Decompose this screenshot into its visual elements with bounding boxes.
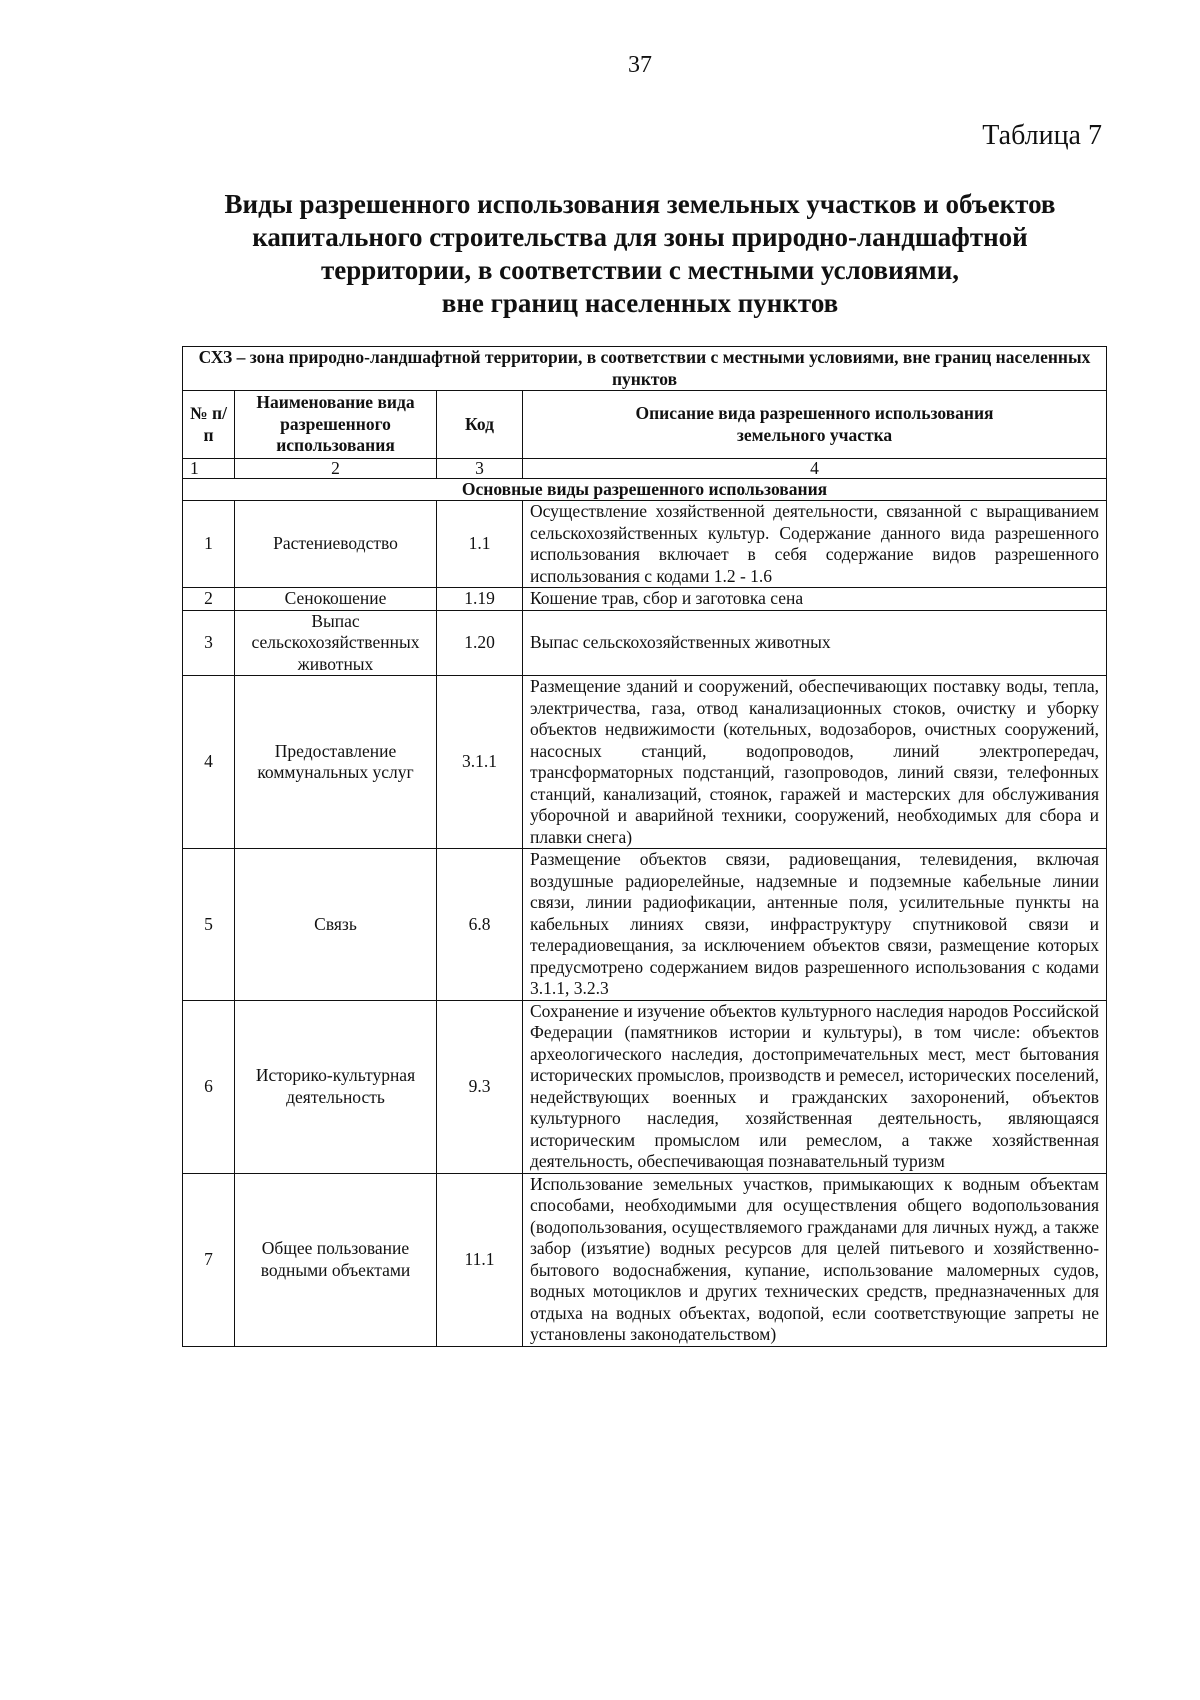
row-code: 1.20 [437,610,523,676]
row-name: Растениеводство [235,501,437,588]
row-code: 9.3 [437,1000,523,1173]
document-title [150,188,1130,320]
land-use-table [182,346,1107,1347]
row-code: 6.8 [437,849,523,1001]
column-number: 2 [235,459,437,479]
title-line: вне границ населенных пунктов [441,288,839,318]
section-title: Основные виды разрешенного использования [183,479,1107,501]
section-row [183,479,1107,501]
title-line: территории, в соответствии с местными условиями, [320,255,960,285]
zone-header: СХЗ – зона природно-ландшафтной территории, в соответствии с местными условиями, вне границ населенных пунктов [183,347,1107,391]
column-number-row [183,459,1107,479]
row-num: 5 [183,849,235,1001]
row-num: 2 [183,588,235,611]
table-row [183,610,1107,676]
row-code: 1.19 [437,588,523,611]
row-description: Осуществление хозяйственной деятельности, связанной с выращиванием сельскохозяйственных культур. Содержание данного вида разрешенного использования включает в себя содержание видов разрешенного использования с кодами 1.2 - 1.6 [523,501,1107,588]
table-row [183,588,1107,611]
row-code: 1.1 [437,501,523,588]
row-description: Использование земельных участков, примыкающих к водным объектам способами, необходимыми для осуществления общего водопользования (водопользования, осуществляемого гражданами для личных нужд, а также забор (изъятие) водных ресурсов для целей питьевого и хозяйственно-бытового водоснабжения, купание, использование маломерных судов, водных мотоциклов и других технических средств, предназначенных для отдыха на водных объектах, водопой, если соответствующие запреты не установлены законодательством) [523,1173,1107,1346]
row-description: Размещение зданий и сооружений, обеспечивающих поставку воды, тепла, электричества, газа, отвод канализационных стоков, очистку и уборку объектов недвижимости (котельных, водозаборов, очистных сооружений, насосных станций, водопроводов, линий электропередач, трансформаторных подстанций, газопроводов, линий связи, телефонных станций, канализаций, стоянок, гаражей и мастерских для обслуживания уборочной и аварийной техники, сооружений, необходимых для сбора и плавки снега) [523,676,1107,849]
row-name: Общее пользование водными объектами [235,1173,437,1346]
row-name: Выпас сельскохозяйственных животных [235,610,437,676]
row-num: 3 [183,610,235,676]
header-code: Код [437,391,523,459]
row-code: 11.1 [437,1173,523,1346]
zone-header-row [183,347,1107,391]
table-row [183,849,1107,1001]
header-name: Наименование вида разрешенного использования [235,391,437,459]
header-description: Описание вида разрешенного использования земельного участка [523,391,1107,459]
row-code: 3.1.1 [437,676,523,849]
row-description: Выпас сельскохозяйственных животных [523,610,1107,676]
page-number: 37 [628,52,652,78]
row-name: Предоставление коммунальных услуг [235,676,437,849]
title-line: Виды разрешенного использования земельных участков и объектов [224,189,1056,219]
table-row [183,676,1107,849]
row-name: Историко-культурная деятельность [235,1000,437,1173]
row-description: Кошение трав, сбор и заготовка сена [523,588,1107,611]
row-description: Сохранение и изучение объектов культурного наследия народов Российской Федерации (памятников истории и культуры), в том числе: объектов археологического наследия, достопримечательных мест, мест бытования исторических промыслов, производств и ремесел, исторических поселений, недействующих военных и гражданских захоронений, объектов культурного наследия, хозяйственная деятельность, являющаяся историческим промыслом или ремеслом, а также хозяйственная деятельность, обеспечивающая познавательный туризм [523,1000,1107,1173]
table-row [183,1000,1107,1173]
row-num: 4 [183,676,235,849]
column-number: 3 [437,459,523,479]
row-num: 7 [183,1173,235,1346]
column-number: 4 [523,459,1107,479]
header-num: № п/п [183,391,235,459]
table-row [183,501,1107,588]
column-number: 1 [183,459,235,479]
row-num: 1 [183,501,235,588]
table-row [183,1173,1107,1346]
title-line: капитального строительства для зоны природно-ландшафтной [252,222,1028,252]
table-label: Таблица 7 [982,120,1102,151]
row-description: Размещение объектов связи, радиовещания, телевидения, включая воздушные радиорелейные, надземные и подземные кабельные линии связи, линии радиофикации, антенные поля, усилительные пункты на кабельных линиях связи, инфраструктуру спутниковой связи и телерадиовещания, за исключением объектов связи, размещение которых предусмотрено содержанием видов разрешенного использования с кодами 3.1.1, 3.2.3 [523,849,1107,1001]
row-num: 6 [183,1000,235,1173]
row-name: Сенокошение [235,588,437,611]
row-name: Связь [235,849,437,1001]
column-header-row [183,391,1107,459]
